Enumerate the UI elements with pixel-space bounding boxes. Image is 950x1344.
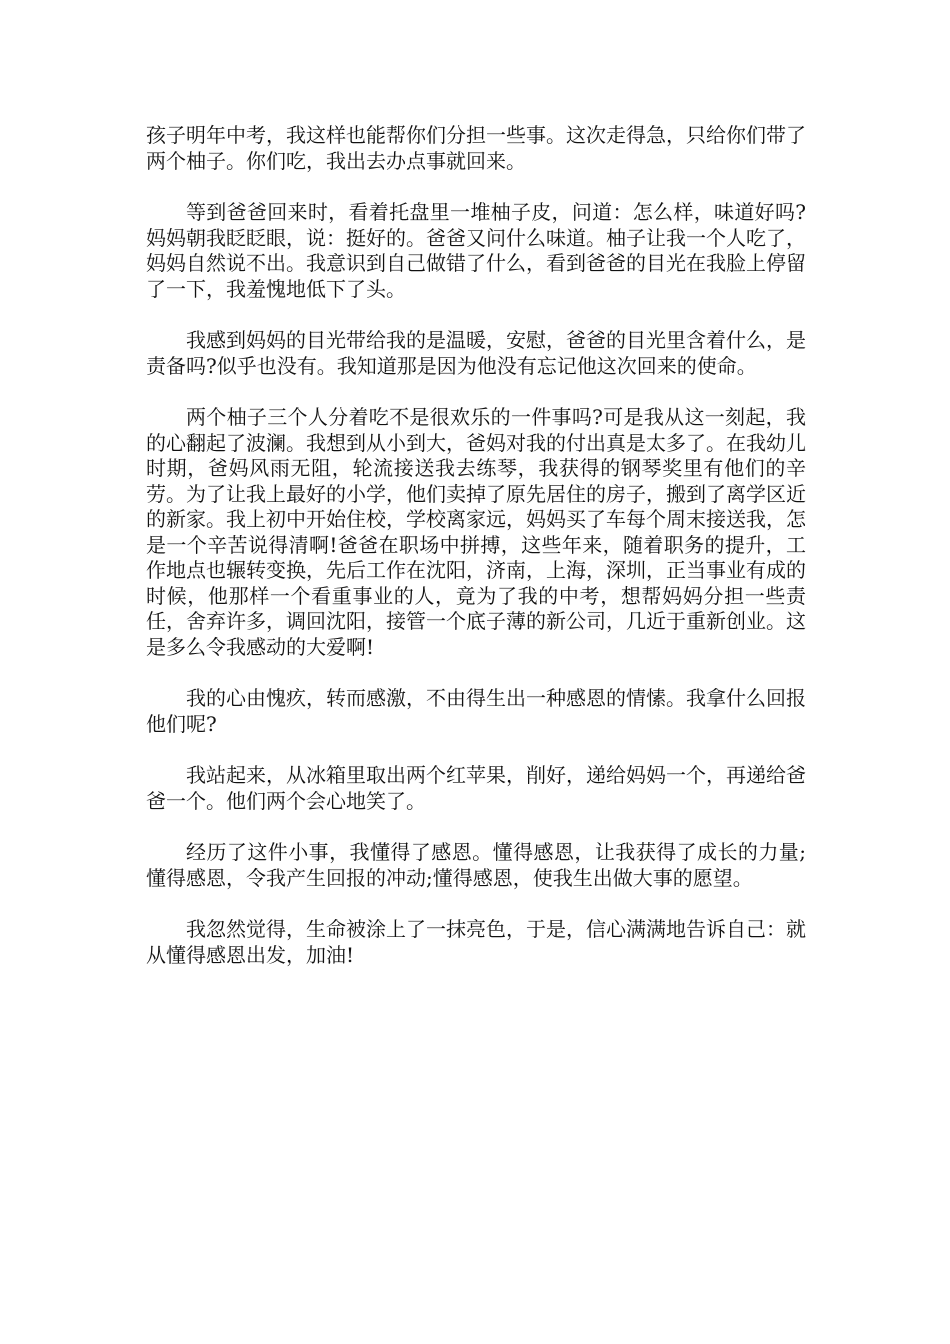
paragraph-1: 孩子明年中考，我这样也能帮你们分担一些事。这次走得急，只给你们带了两个柚子。你们吃，我出去办点事就回来。: [146, 123, 806, 173]
paragraph-5: 我的心由愧疚，转而感激，不由得生出一种感恩的情愫。我拿什么回报他们呢?: [146, 686, 806, 736]
paragraph-8: 我忽然觉得，生命被涂上了一抹亮色，于是，信心满满地告诉自己：就从懂得感恩出发，加油!: [146, 917, 806, 967]
paragraph-3: 我感到妈妈的目光带给我的是温暖，安慰，爸爸的目光里含着什么，是责备吗?似乎也没有。我知道那是因为他没有忘记他这次回来的使命。: [146, 328, 806, 378]
document-body: [146, 123, 806, 994]
paragraph-6: 我站起来，从冰箱里取出两个红苹果，削好，递给妈妈一个，再递给爸爸一个。他们两个会心地笑了。: [146, 763, 806, 813]
paragraph-4: 两个柚子三个人分着吃不是很欢乐的一件事吗?可是我从这一刻起，我的心翻起了波澜。我想到从小到大，爸妈对我的付出真是太多了。在我幼儿时期，爸妈风雨无阻，轮流接送我去练琴，我获得的钢琴奖里有他们的辛劳。为了让我上最好的小学，他们卖掉了原先居住的房子，搬到了离学区近的新家。我上初中开始住校，学校离家远，妈妈买了车每个周末接送我，怎是一个辛苦说得清啊!爸爸在职场中拼搏，这些年来，随着职务的提升，工作地点也辗转变换，先后工作在沈阳，济南，上海，深圳，正当事业有成的时候，他那样一个看重事业的人，竟为了我的中考，想帮妈妈分担一些责任，舍弃许多，调回沈阳，接管一个底子薄的新公司，几近于重新创业。这是多么令我感动的大爱啊!: [146, 405, 806, 659]
paragraph-7: 经历了这件小事，我懂得了感恩。懂得感恩，让我获得了成长的力量;懂得感恩，令我产生回报的冲动;懂得感恩，使我生出做大事的愿望。: [146, 840, 806, 890]
paragraph-2: 等到爸爸回来时，看着托盘里一堆柚子皮，问道：怎么样，味道好吗?妈妈朝我眨眨眼，说：挺好的。爸爸又问什么味道。柚子让我一个人吃了，妈妈自然说不出。我意识到自己做错了什么，看到爸爸的目光在我脸上停留了一下，我羞愧地低下了头。: [146, 200, 806, 301]
